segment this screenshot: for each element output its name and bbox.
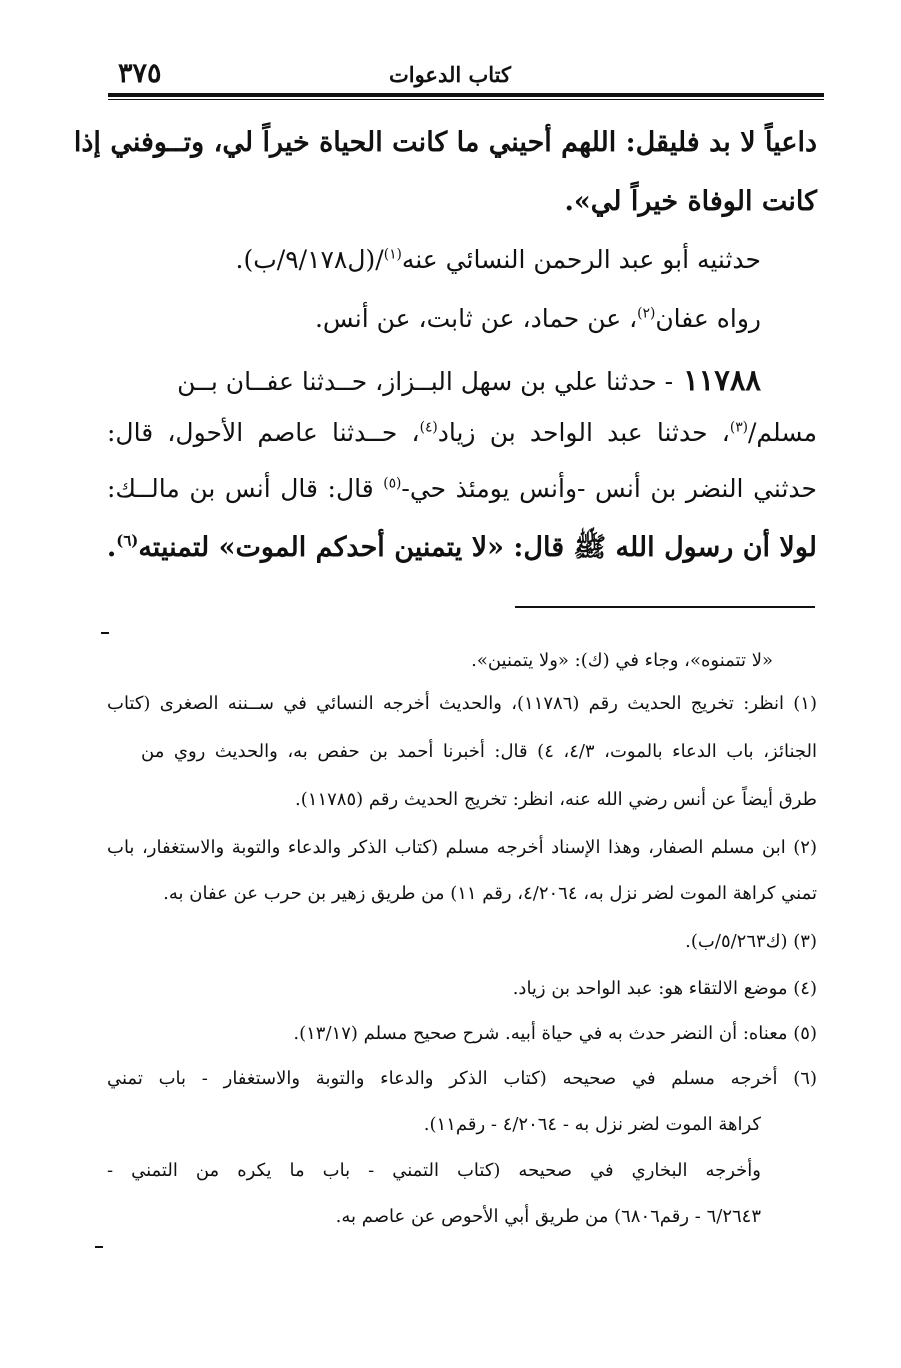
text-segment: حدثنيه أبو عبد الرحمن النسائي عنه (401, 245, 761, 274)
header-rule-thin (108, 99, 824, 100)
text-segment: /(ل٩/١٧٨/ب). (235, 245, 384, 274)
text-line-7 (107, 474, 817, 503)
page-number: ٣٧٥ (118, 58, 162, 89)
footnote-6-line-2: كراهة الموت لضر نزل به - ٤/٢٠٦٤ - رقم١١). (423, 1114, 761, 1135)
text-segment: ، حــدثنا عاصم الأحول، قال: (107, 418, 420, 447)
footnote-6-line-4: ٦/٢٦٤٣ - رقم٦٨٠٦) من طريق أبي الأحوص عن عاصم به. (335, 1206, 761, 1227)
footnote-ref-5: (٥) (383, 475, 402, 492)
page-title: كتاب الدعوات (388, 62, 512, 87)
text-segment: رواه عفان (655, 304, 761, 333)
footnote-continuation: «لا تتمنوه»، وجاء في (ك): «ولا يتمنين». (471, 650, 773, 671)
footnote-5: (٥) معناه: أن النضر حدث به في حياة أبيه. شرح صحيح مسلم (١٣/١٧). (293, 1023, 817, 1044)
text-line-2: كانت الوفاة خيراً لي». (564, 186, 817, 217)
text-line-5 (107, 363, 817, 397)
text-line-8 (107, 530, 817, 570)
footnote-ref-2: (٢) (637, 305, 656, 322)
footnote-2-line-2: تمني كراهة الموت لضر نزل به، ٤/٢٠٦٤، رقم ١١) من طريق زهير بن حرب عن عفان به. (163, 883, 817, 904)
margin-mark (95, 1246, 103, 1248)
text-segment: مسلم/ (747, 418, 818, 447)
footnote-1-line-1: (١) انظر: تخريج الحديث رقم (١١٧٨٦)، والحديث أخرجه النسائي في ســننه الصغرى (كتاب (107, 693, 817, 714)
footnote-ref-6: (٦) (116, 531, 139, 550)
text-line-1: داعياً لا بد فليقل: اللهم أحيني ما كانت الحياة خيراً لي، وتــوفني إذا (73, 127, 817, 158)
text-segment: قال: قال أنس بن مالــك: (107, 474, 384, 503)
footnote-ref-3: (٣) (729, 419, 748, 436)
header-rule (108, 93, 824, 97)
hadith-number: ١١٧٨٨ (683, 363, 761, 397)
footnote-ref-1: (١) (383, 246, 402, 263)
footnote-6-line-3: وأخرجه البخاري في صحيحه (كتاب التمني - باب ما يكره من التمني - (107, 1160, 761, 1181)
text-segment: . (106, 532, 117, 563)
footnote-ref-4: (٤) (419, 419, 438, 436)
text-line-4 (315, 304, 761, 333)
text-segment: ، حدثنا عبد الواحد بن زياد (437, 418, 730, 447)
footnote-separator (515, 606, 815, 608)
text-segment: حدثني النضر بن أنس -وأنس يومئذ حي- (401, 474, 817, 503)
margin-mark (101, 632, 109, 634)
text-segment: لولا أن رسول الله ﷺ قال: «لا يتمنين أحدكم الموت» لتمنيته (138, 532, 817, 563)
footnote-1-line-3: طرق أيضاً عن أنس رضي الله عنه، انظر: تخريج الحديث رقم (١١٧٨٥). (295, 789, 817, 810)
footnote-2-line-1: (٢) ابن مسلم الصفار، وهذا الإسناد أخرجه مسلم (كتاب الذكر والدعاء والتوبة والاستغفار، باب (107, 837, 817, 858)
text-segment: - حدثنا علي بن سهل البــزاز، حــدثنا عفــان بــن (177, 367, 674, 396)
text-segment: ، عن حماد، عن ثابت، عن أنس. (314, 304, 638, 333)
text-line-6 (107, 418, 817, 447)
text-line-3 (236, 245, 761, 274)
footnote-1-line-2: الجنائز، باب الدعاء بالموت، ٤/٣، ٤) قال: أخبرنا أحمد بن حفص به، والحديث روي من (141, 741, 817, 762)
footnote-6-line-1: (٦) أخرجه مسلم في صحيحه (كتاب الذكر والدعاء والتوبة والاستغفار - باب تمني (107, 1068, 817, 1089)
footnote-3: (٣) (ك٥/٢٦٣/ب). (685, 931, 817, 952)
footnote-4: (٤) موضع الالتقاء هو: عبد الواحد بن زياد. (512, 978, 817, 999)
